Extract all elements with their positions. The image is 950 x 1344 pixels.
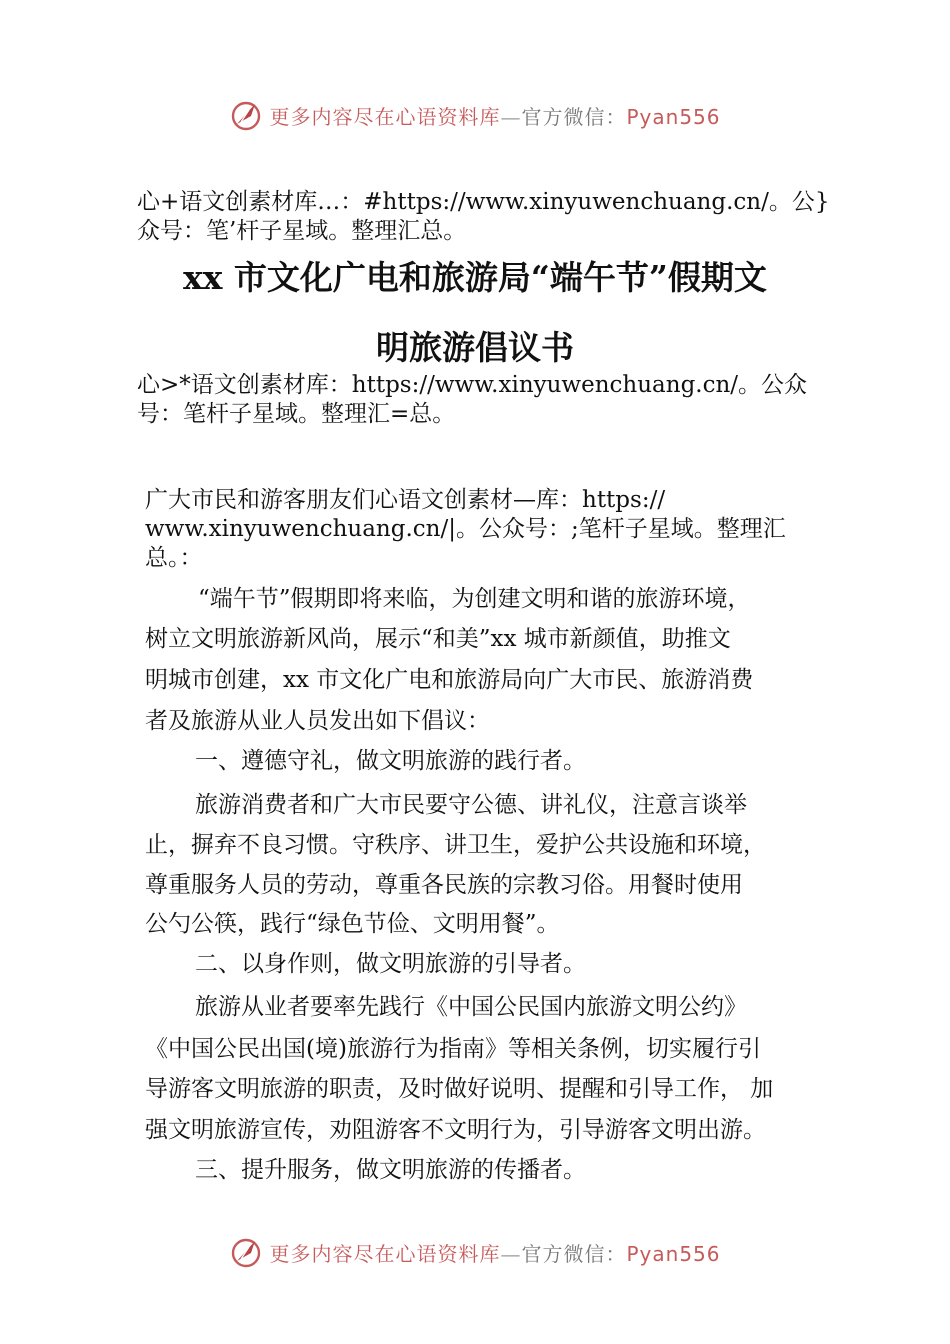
feather-pen-logo-icon (229, 98, 263, 132)
body-line: “端午节”假期即将来临，为创建文明和谐的旅游环境， (198, 586, 751, 612)
body-line: 公勺公筷，践行“绿色节俭、文明用餐”。 (145, 911, 560, 937)
body-line: 旅游消费者和广大市民要守公德、讲礼仪，注意言谈举 (195, 792, 747, 818)
footer-banner (0, 1232, 950, 1272)
watermark-line: 号：笔杆子星域。整理汇=总。 (137, 401, 456, 427)
body-line: 树立文明旅游新风尚，展示“和美”xx 城市新颜值，助推文 (145, 626, 731, 652)
salutation-line: 广大市民和游客朋友们心语文创素材—库：https:// (145, 487, 666, 513)
banner-text: 更多内容尽在心语资料库—官方微信：Pyan556 (269, 104, 721, 129)
feather-pen-logo-icon (229, 1235, 263, 1269)
banner-text: 更多内容尽在心语资料库—官方微信：Pyan556 (269, 1241, 721, 1266)
document-title-line1: xx 市文化广电和旅游局“端午节”假期文 (183, 258, 767, 297)
section-heading: 一、遵德守礼，做文明旅游的践行者。 (195, 748, 586, 774)
body-line: 明城市创建，xx 市文化广电和旅游局向广大市民、旅游消费 (145, 667, 754, 693)
body-line: 者及旅游从业人员发出如下倡议： (145, 708, 490, 734)
section-heading: 二、以身作则，做文明旅游的引导者。 (195, 951, 586, 977)
watermark-line: 心+语文创素材库…：#https://www.xinyuwenchuang.cn/。公} (137, 189, 830, 215)
body-line: 《中国公民出国(境)旅游行为指南》等相关条例，切实履行引 (145, 1036, 761, 1062)
watermark-line: 心>*语文创素材库：https://www.xinyuwenchuang.cn/。公众 (137, 372, 808, 398)
body-line: 导游客文明旅游的职责，及时做好说明、提醒和引导工作， 加 (145, 1076, 774, 1102)
salutation-line: 总。： (145, 545, 203, 571)
body-line: 止，摒弃不良习惯。守秩序、讲卫生，爱护公共设施和环境， (145, 832, 766, 858)
body-line: 强文明旅游宣传，劝阻游客不文明行为，引导游客文明出游。 (145, 1117, 766, 1143)
body-line: 旅游从业者要率先践行《中国公民国内旅游文明公约》 (195, 994, 747, 1020)
body-line: 尊重服务人员的劳动，尊重各民族的宗教习俗。用餐时使用 (145, 872, 743, 898)
salutation-line: www.xinyuwenchuang.cn/|。公众号：;笔杆子星域。整理汇 (145, 516, 786, 542)
document-title-line2: 明旅游倡议书 (376, 328, 574, 367)
header-banner (0, 95, 950, 135)
section-heading: 三、提升服务，做文明旅游的传播者。 (195, 1157, 586, 1183)
watermark-line: 众号：笔’杆子星域。整理汇总。 (137, 218, 467, 244)
